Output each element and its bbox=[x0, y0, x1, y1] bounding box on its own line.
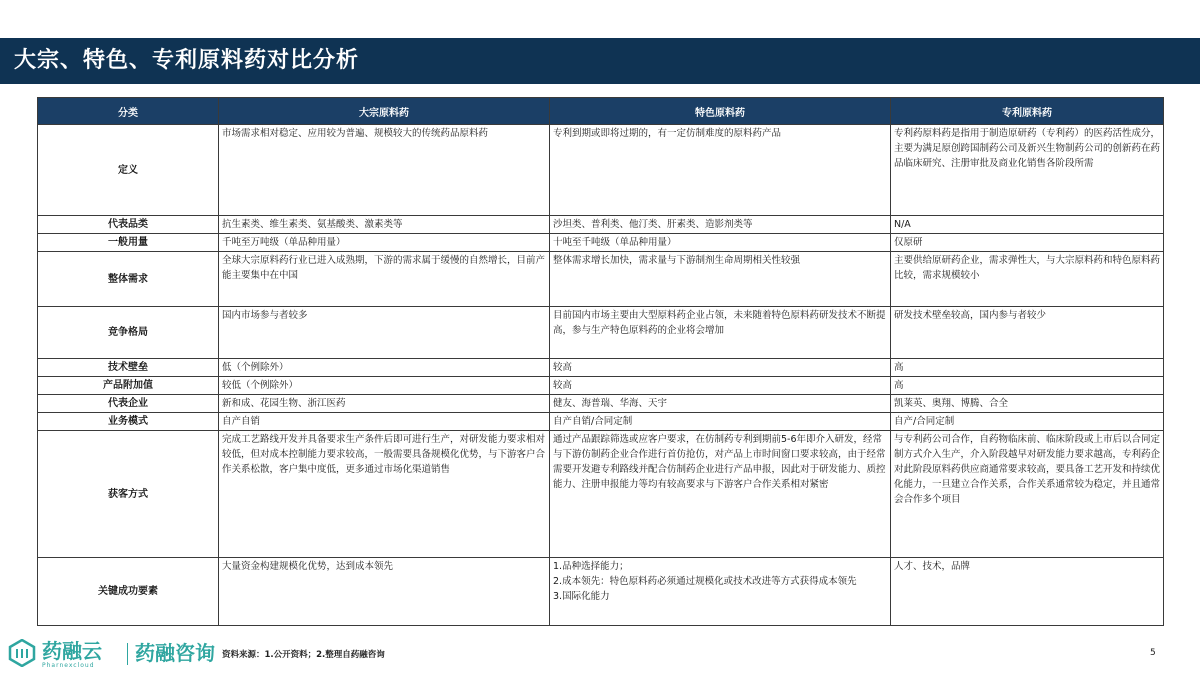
row-category: 代表企业 bbox=[38, 395, 219, 413]
cell-specialty: 十吨至千吨级（单品种用量） bbox=[550, 234, 891, 252]
cell-bulk: 新和成、花园生物、浙江医药 bbox=[219, 395, 550, 413]
row-category: 产品附加值 bbox=[38, 377, 219, 395]
cell-bulk: 较低（个例除外） bbox=[219, 377, 550, 395]
cell-bulk: 自产自销 bbox=[219, 413, 550, 431]
row-category: 代表品类 bbox=[38, 216, 219, 234]
table-row bbox=[38, 431, 1164, 558]
title-bar bbox=[0, 38, 1200, 84]
cell-specialty: 通过产品跟踪筛选或应客户要求，在仿制药专利到期前5-6年即介入研发，经常与下游仿制药企业合作进行首仿抢仿，对产品上市时间窗口要求较高，由于经常需要开发避专利路线并配合仿制药企业进行产品申报，因此对于研发能力、质控能力、注册申报能力等均有较高要求与下游客户合作关系相对紧密 bbox=[550, 431, 891, 558]
cell-specialty: 较高 bbox=[550, 377, 891, 395]
cell-patent: 研发技术壁垒较高，国内参与者较少 bbox=[891, 307, 1164, 359]
logo-secondary-text: 药融咨询 bbox=[135, 641, 215, 665]
row-category: 业务模式 bbox=[38, 413, 219, 431]
row-category: 竞争格局 bbox=[38, 307, 219, 359]
header-bulk-api: 大宗原料药 bbox=[219, 98, 550, 125]
cell-patent: 专利药原料药是指用于制造原研药（专利药）的医药活性成分，主要为满足原创跨国制药公司及新兴生物制药公司的创新药在药品临床研究、注册审批及商业化销售各阶段所需 bbox=[891, 125, 1164, 216]
table-row bbox=[38, 413, 1164, 431]
cell-bulk: 低（个例除外） bbox=[219, 359, 550, 377]
cell-specialty: 目前国内市场主要由大型原料药企业占领，未来随着特色原料药研发技术不断提高，参与生产特色原料药的企业将会增加 bbox=[550, 307, 891, 359]
cell-patent: 凯莱英、奥翔、博腾、合全 bbox=[891, 395, 1164, 413]
cell-patent: 高 bbox=[891, 359, 1164, 377]
cell-patent: 仅原研 bbox=[891, 234, 1164, 252]
table-header-row bbox=[38, 98, 1164, 125]
cell-specialty: 沙坦类、普利类、他汀类、肝素类、造影剂类等 bbox=[550, 216, 891, 234]
row-category: 整体需求 bbox=[38, 252, 219, 307]
table-row bbox=[38, 377, 1164, 395]
cell-bulk: 千吨至万吨级（单品种用量） bbox=[219, 234, 550, 252]
row-category: 定义 bbox=[38, 125, 219, 216]
cell-patent: 主要供给原研药企业，需求弹性大，与大宗原料药和特色原料药比较，需求规模较小 bbox=[891, 252, 1164, 307]
header-specialty-api: 特色原料药 bbox=[550, 98, 891, 125]
comparison-table-wrapper bbox=[37, 97, 1163, 626]
cell-bulk: 大量资金构建规模化优势，达到成本领先 bbox=[219, 558, 550, 626]
cell-bulk: 抗生素类、维生素类、氨基酸类、激素类等 bbox=[219, 216, 550, 234]
cell-bulk: 市场需求相对稳定、应用较为普遍、规模较大的传统药品原料药 bbox=[219, 125, 550, 216]
cell-specialty: 自产自销/合同定制 bbox=[550, 413, 891, 431]
cell-specialty: 较高 bbox=[550, 359, 891, 377]
comparison-table bbox=[37, 97, 1164, 626]
cell-bulk: 全球大宗原料药行业已进入成熟期，下游的需求属于缓慢的自然增长，目前产能主要集中在中国 bbox=[219, 252, 550, 307]
cell-patent: 高 bbox=[891, 377, 1164, 395]
cell-patent: N/A bbox=[891, 216, 1164, 234]
table-row bbox=[38, 216, 1164, 234]
table-row bbox=[38, 252, 1164, 307]
page-number: 5 bbox=[1150, 648, 1156, 658]
header-patent-api: 专利原料药 bbox=[891, 98, 1164, 125]
footer-logo bbox=[8, 637, 218, 671]
cell-specialty: 专利到期或即将过期的，有一定仿制难度的原料药产品 bbox=[550, 125, 891, 216]
table-row bbox=[38, 359, 1164, 377]
cell-bulk: 国内市场参与者较多 bbox=[219, 307, 550, 359]
cell-specialty: 1.品种选择能力； 2.成本领先：特色原料药必须通过规模化或技术改进等方式获得成本领先 3.国际化能力 bbox=[550, 558, 891, 626]
cell-patent: 与专利药公司合作，自药物临床前、临床阶段或上市后以合同定制方式介入生产，介入阶段越早对研发能力要求越高，专利药企对此阶段原料药供应商通常要求较高，要具备工艺开发和持续优化能力，一旦建立合作关系，合作关系通常较为稳定，并且通常会合作多个项目 bbox=[891, 431, 1164, 558]
logo-primary-text: 药融云 bbox=[42, 639, 102, 663]
row-category: 一般用量 bbox=[38, 234, 219, 252]
row-category: 关键成功要素 bbox=[38, 558, 219, 626]
row-category: 技术壁垒 bbox=[38, 359, 219, 377]
header-category: 分类 bbox=[38, 98, 219, 125]
source-note: 资料来源：1.公开资料；2.整理自药融咨询 bbox=[222, 650, 385, 660]
cell-specialty: 健友、海普瑞、华海、天宇 bbox=[550, 395, 891, 413]
table-row bbox=[38, 234, 1164, 252]
row-category: 获客方式 bbox=[38, 431, 219, 558]
table-row bbox=[38, 558, 1164, 626]
cell-specialty: 整体需求增长加快，需求量与下游制剂生命周期相关性较强 bbox=[550, 252, 891, 307]
page-title: 大宗、特色、专利原料药对比分析 bbox=[14, 48, 360, 73]
pharnexcloud-logo-icon bbox=[8, 639, 36, 667]
cell-patent: 人才、技术，品牌 bbox=[891, 558, 1164, 626]
logo-subtext: Pharnexcloud bbox=[42, 662, 95, 669]
table-row bbox=[38, 307, 1164, 359]
cell-patent: 自产/合同定制 bbox=[891, 413, 1164, 431]
cell-bulk: 完成工艺路线开发并具备要求生产条件后即可进行生产，对研发能力要求相对较低，但对成本控制能力要求较高，一般需要具备规模化优势，与下游客户合作关系松散，客户集中度低，更多通过市场化渠道销售 bbox=[219, 431, 550, 558]
logo-divider bbox=[127, 643, 128, 665]
table-row bbox=[38, 395, 1164, 413]
table-row bbox=[38, 125, 1164, 216]
